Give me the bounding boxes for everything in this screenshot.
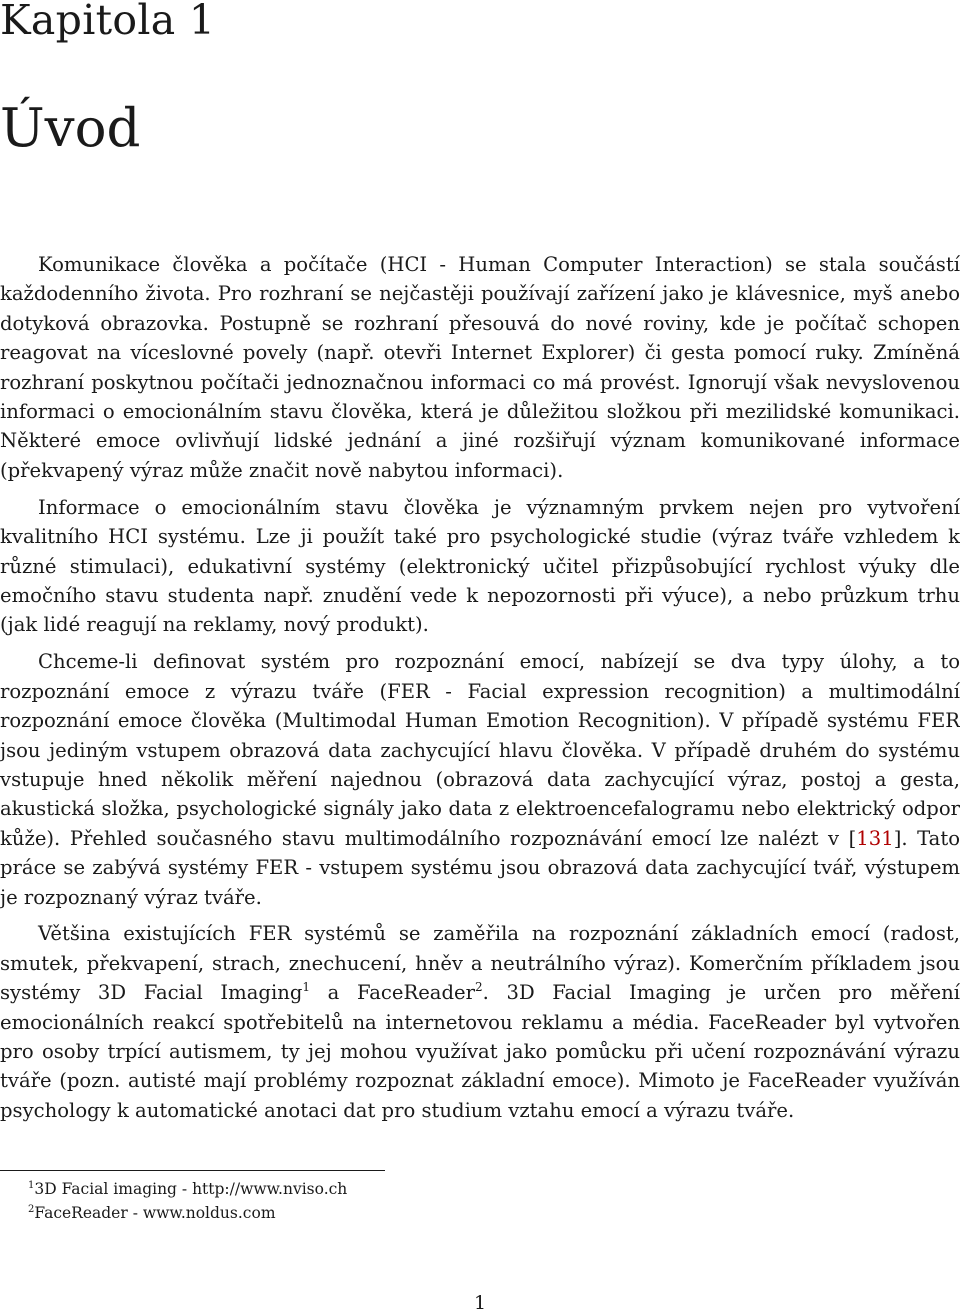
body-text — [0, 250, 960, 1133]
paragraph-text: Komunikace člověka a počítače (HCI - Human Computer Interaction) se stala součástí každodenního života. Pro rozhraní se nejčastěji používají zařízení jako je klávesnice, myš anebo dotyková obrazovka. Postupně se rozhraní přesouvá do nové roviny, kde je počítač schopen reagovat na víceslovné povely (např. otevři Internet Explorer) či gesta pomocí ruky. Zmíněná rozhraní poskytnou počítači jednoznačnou informaci co má provést. Ignorují však nevyslovenou informaci o emocionálním stavu člověka, která je důležitou složkou při mezilidské komunikaci. Některé emoce ovlivňují lidské jednání a jiné rozšiřují význam komunikované informace (překvapený výraz může značit nově nabytou informaci). — [0, 253, 960, 482]
paragraph-text: Většina existujících FER systémů se zaměřila na rozpoznání základních emocí (radost, smutek, překvapení, strach, znechucení, hněv a neutrálního výraz). Komerčním příkladem jsou systémy 3D Facial Imaging — [0, 922, 960, 1005]
chapter-title: Úvod — [0, 98, 141, 159]
paragraph-4 — [0, 919, 960, 1125]
footnote-1 — [0, 1177, 347, 1201]
footnote-divider — [0, 1170, 385, 1171]
paragraph-text: Informace o emocionálním stavu člověka je významným prvkem nejen pro vytvoření kvalitního HCI systému. Lze ji použít také pro psychologické studie (výraz tváře vzhledem k různé stimulaci), edukativní systémy (elektronický učitel přizpůsobující rychlost výuky dle emočního stavu studenta např. znudění vede k nepozornosti při výuce), a nebo průzkum trhu (jak lidé reagují na reklamy, nový produkt). — [0, 495, 960, 637]
footnotes — [0, 1177, 347, 1225]
footnote-text: 3D Facial imaging - http://www.nviso.ch — [34, 1180, 348, 1198]
footnote-number: 1 — [28, 1180, 35, 1191]
footnote-mark-2[interactable]: 2 — [475, 980, 483, 995]
footnote-number: 2 — [28, 1204, 35, 1215]
paragraph-text: Chceme-li definovat systém pro rozpoznání emocí, nabízejí se dva typy úlohy, a to rozpoznání emoce z výrazu tváře (FER - Facial expression recognition) a multimodální rozpoznání emoce člověka (Multimodal Human Emotion Recognition). V případě systému FER jsou jediným vstupem obrazová data zachycující hlavu člověka. V případě druhém do systému vstupuje hned několik měření najednou (obrazová data zachycující výraz, postoj a gesta, akustická složka, psychologické signály jako data z elektroencefalogramu nebo elektrický odpor kůže). Přehled současného stavu multimodálního rozpoznávání emocí lze nalézt v [ — [0, 650, 960, 850]
paragraph-2 — [0, 493, 960, 640]
chapter-label: Kapitola 1 — [0, 0, 216, 44]
paragraph-text: . 3D Facial Imaging je určen pro měření emocionálních reakcí spotřebitelů na internetovou reklamu a média. FaceReader byl vytvořen pro osoby trpící autismem, ty jej mohou využívat jako pomůcku při učení rozpoznávání výrazu tváře (pozn. autisté mají problémy rozpoznat základní emoce). Mimoto je FaceReader využíván psychology k automatické anotaci dat pro studium vztahu emocí a výrazu tváře. — [0, 981, 960, 1122]
footnote-mark-1[interactable]: 1 — [302, 980, 311, 995]
paragraph-1 — [0, 250, 960, 485]
footnote-2 — [0, 1201, 347, 1225]
paragraph-text: ]. Tato práce se zabývá systémy FER - vstupem systému jsou obrazová data zachycující tvář, výstupem je rozpoznaný výraz tváře. — [0, 826, 960, 909]
page-number: 1 — [473, 1292, 487, 1314]
citation-link[interactable]: 131 — [856, 826, 894, 850]
paragraph-3 — [0, 647, 960, 912]
footnote-text: FaceReader - www.noldus.com — [34, 1204, 276, 1222]
paragraph-text: a FaceReader — [310, 981, 475, 1005]
